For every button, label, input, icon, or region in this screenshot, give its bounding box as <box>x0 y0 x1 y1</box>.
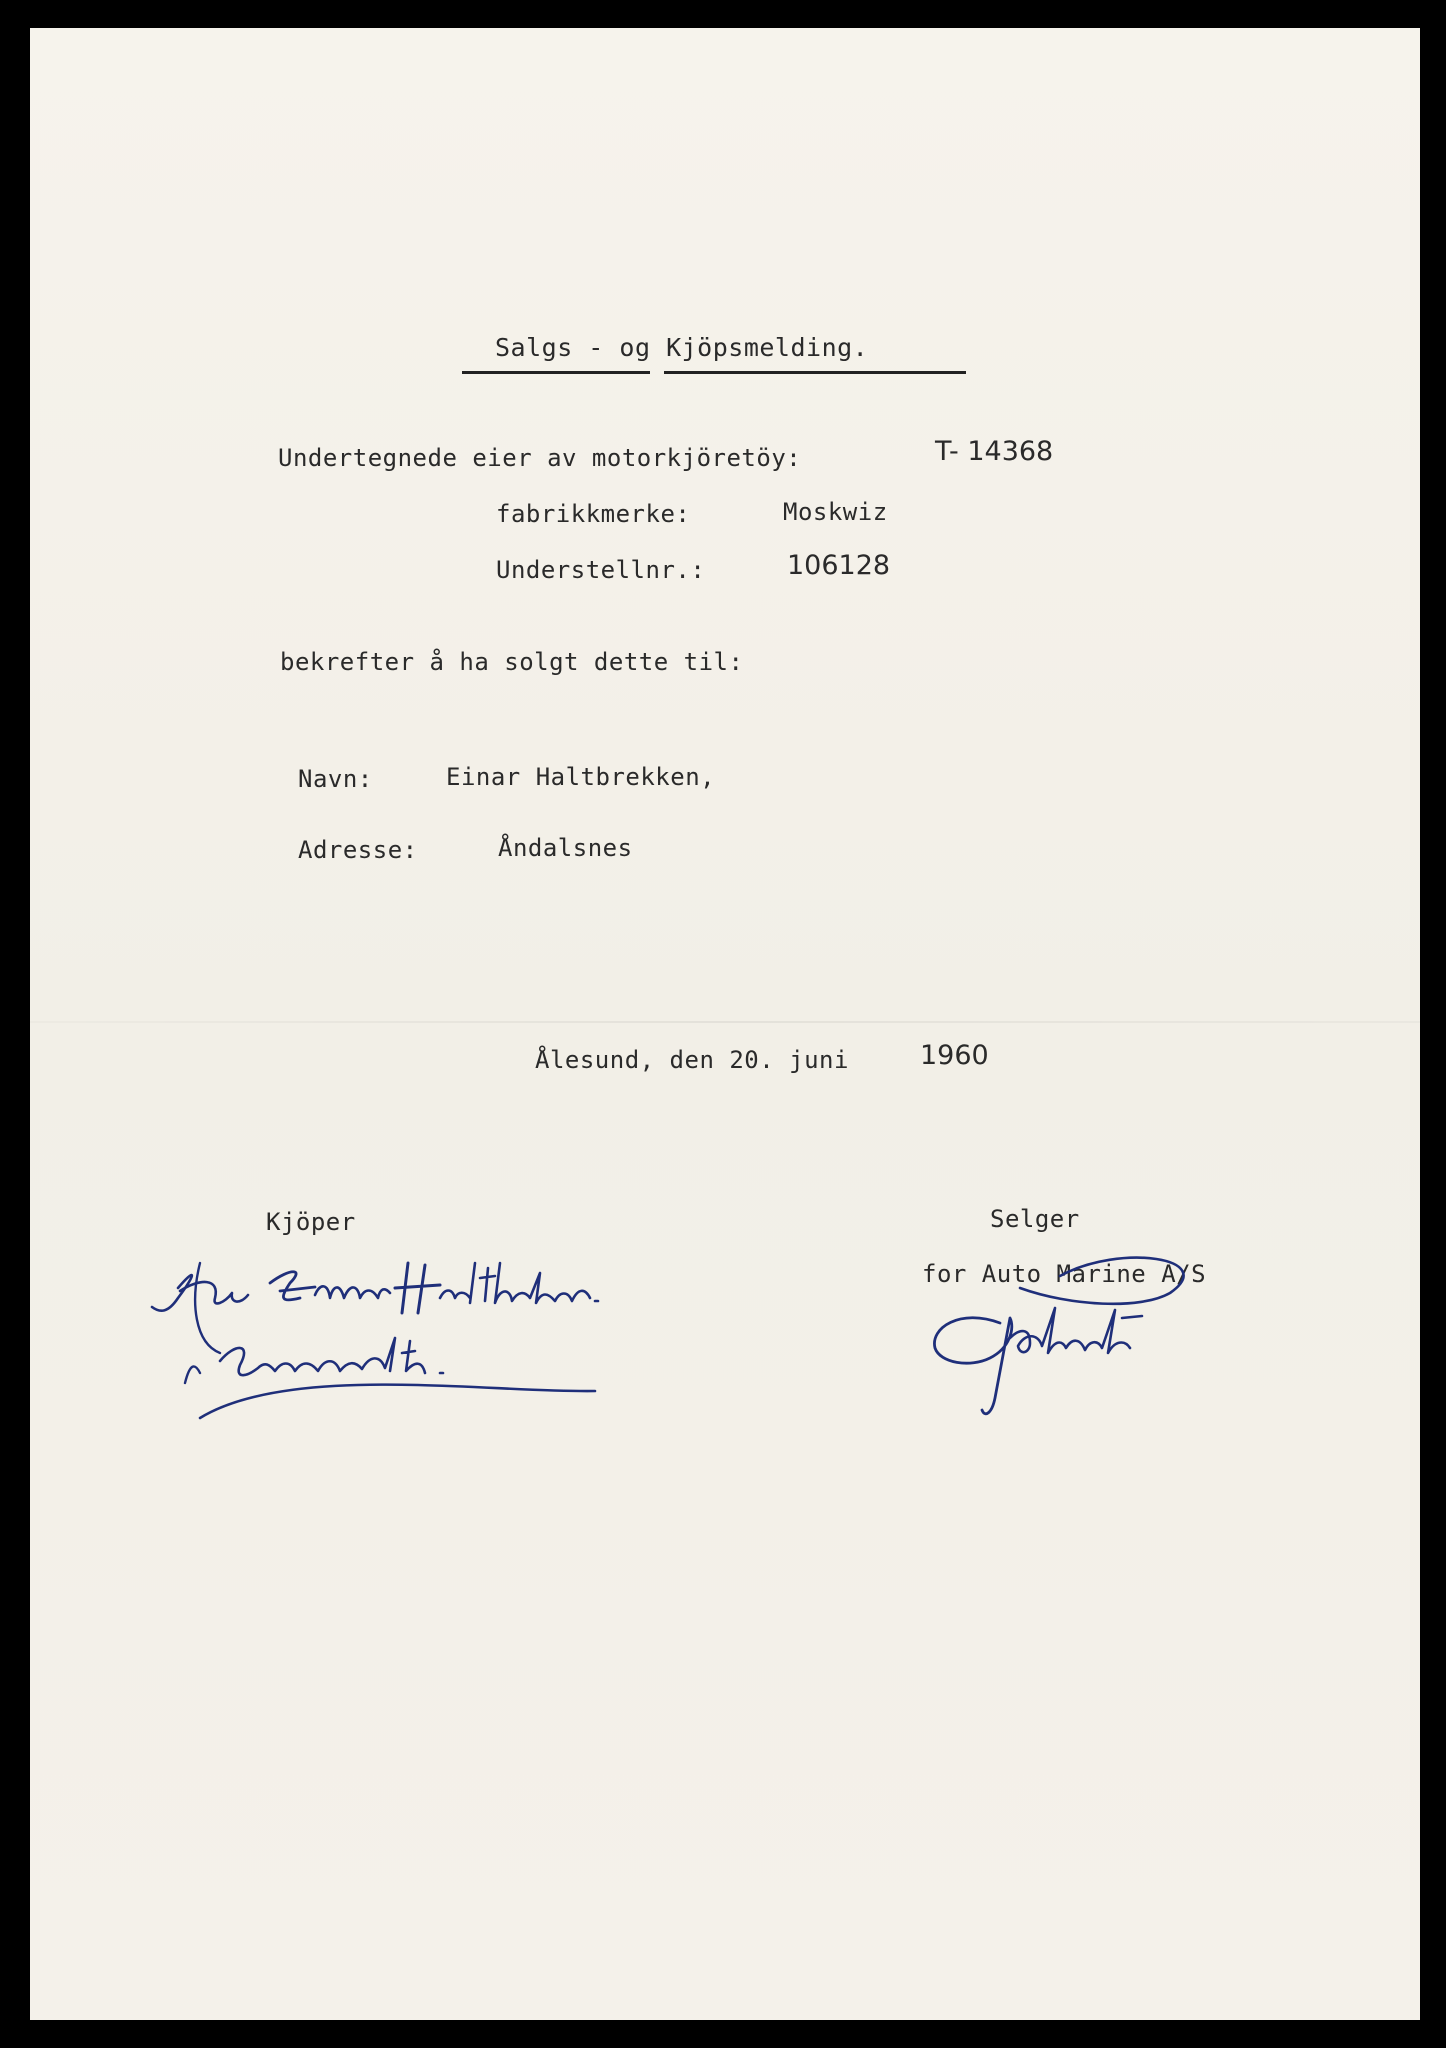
confirmation-text: bekrefter å ha solgt dette til: <box>280 648 744 676</box>
title-underline-right <box>664 371 966 374</box>
make-value: Moskwiz <box>783 498 888 526</box>
registration-number: T- 14368 <box>935 436 1054 467</box>
fold-line <box>30 1021 1420 1023</box>
chassis-label: Understellnr.: <box>496 556 706 584</box>
owner-label: Undertegnede eier av motorkjöretöy: <box>278 444 802 472</box>
buyer-name-label: Navn: <box>298 765 373 793</box>
place-date: Ålesund, den 20. juni <box>535 1046 849 1074</box>
buyer-signature <box>140 1243 760 1483</box>
date-year: 1960 <box>920 1040 989 1071</box>
seller-signature-label: Selger <box>990 1205 1080 1233</box>
make-label: fabrikkmerke: <box>496 500 691 528</box>
chassis-number: 106128 <box>787 550 891 581</box>
buyer-address: Åndalsnes <box>498 834 633 862</box>
buyer-signature-label: Kjöper <box>266 1208 356 1236</box>
document-sheet <box>30 28 1420 2020</box>
document-title: Salgs - og Kjöpsmelding. <box>495 333 869 362</box>
buyer-name: Einar Haltbrekken, <box>446 763 716 791</box>
seller-signature <box>890 1248 1230 1448</box>
title-underline-left <box>462 371 650 374</box>
seller-company: for Auto Marine A/S <box>922 1260 1207 1288</box>
buyer-address-label: Adresse: <box>298 836 418 864</box>
